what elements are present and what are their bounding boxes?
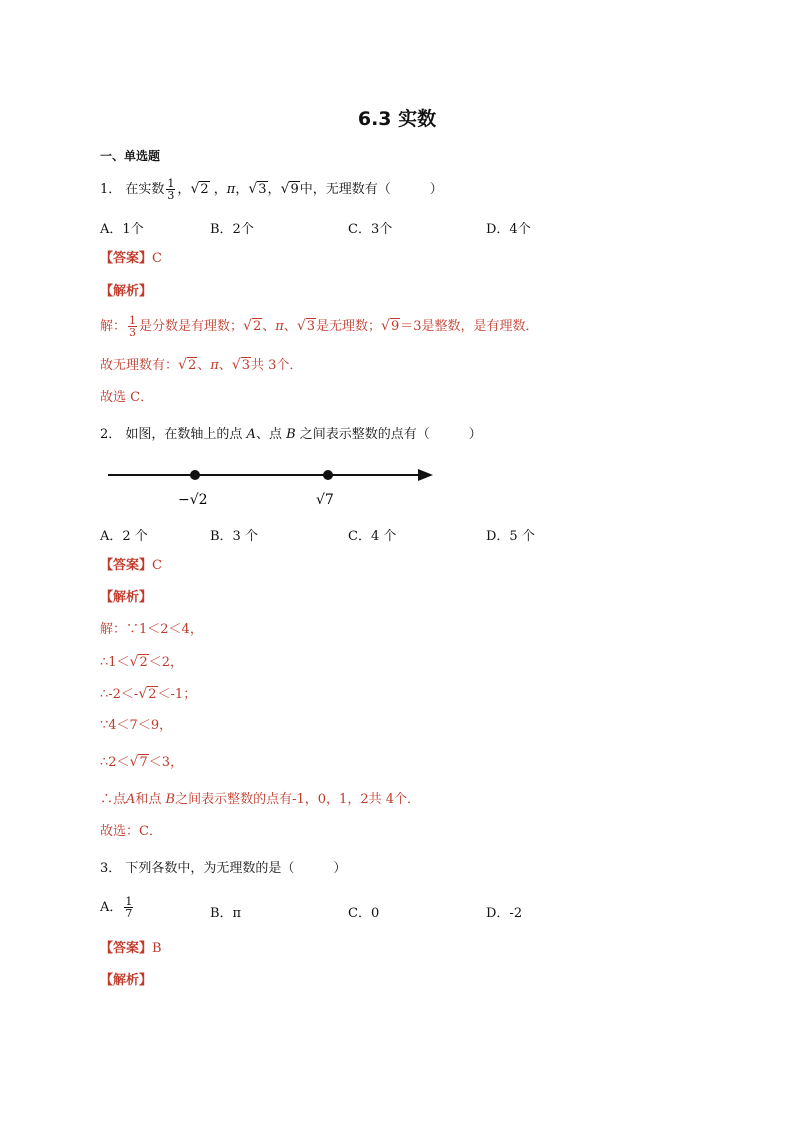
solution-text: 解：: [100, 319, 127, 334]
answer-tag: 【答案】: [100, 251, 153, 266]
point-a-dot: [190, 470, 200, 480]
analysis-tag: 【解析】: [100, 590, 153, 605]
separator: ，: [177, 182, 191, 197]
solution-text: 、: [283, 319, 297, 334]
section-heading: 一、单选题: [100, 149, 161, 163]
option-b: B．π: [210, 906, 242, 921]
solution-text: ＜3，: [148, 755, 184, 770]
sqrt-argument: 9: [290, 182, 299, 197]
solution-text: 是无理数；: [316, 319, 382, 334]
page-title: 6.3 实数: [357, 108, 437, 130]
axis-label-b: √7: [316, 492, 334, 508]
fraction-denominator: 3: [167, 189, 175, 202]
question-number: 2．: [100, 427, 122, 442]
question-number: 3．: [100, 861, 122, 876]
solution-text: ＜-1；: [157, 687, 197, 702]
sqrt-expression: √3: [248, 181, 267, 197]
sqrt-expression: √9: [280, 181, 299, 197]
solution-line: [100, 355, 302, 376]
stem-text: 在实数: [121, 182, 165, 197]
question-2-stem: [100, 425, 482, 445]
solution-text: ∴点: [100, 792, 127, 807]
fraction-numerator: 1: [125, 895, 133, 908]
separator: ，: [267, 182, 281, 197]
solution-text: 和点: [135, 792, 166, 807]
point-label: A: [246, 427, 256, 442]
fraction-numerator: 1: [129, 314, 137, 327]
option-a: A．2 个: [100, 529, 148, 544]
sqrt-expression: √3: [231, 357, 250, 373]
option-b: B．3 个: [210, 529, 258, 544]
solution-line: 解：∵1＜2＜4，: [100, 622, 203, 637]
number-line-figure: [100, 460, 440, 510]
analysis-label: [100, 282, 152, 302]
option-a: A．1个: [100, 222, 144, 237]
pi-symbol: π: [226, 182, 236, 197]
question-number: 1．: [100, 182, 122, 197]
analysis-tag: 【解析】: [100, 973, 153, 988]
sqrt-argument: 7: [139, 755, 148, 770]
solution-text: ∴1＜: [100, 655, 130, 670]
solution-line: 故选 C．: [100, 390, 154, 405]
stem-text: 下列各数中，为无理数的是（ ）: [121, 861, 347, 876]
option-d: D．-2: [486, 906, 523, 921]
answer-tag: 【答案】: [100, 558, 153, 573]
option-c: C．4 个: [348, 529, 397, 544]
solution-text: 、: [218, 358, 232, 373]
sqrt-expression: √2: [243, 318, 262, 334]
solution-line: [100, 315, 539, 338]
analysis-tag: 【解析】: [100, 284, 153, 299]
fraction-denominator: 3: [129, 326, 137, 339]
separator: ，: [209, 182, 227, 197]
solution-text: ＜2，: [148, 655, 184, 670]
fraction: [128, 315, 137, 338]
solution-line: [100, 684, 196, 705]
sqrt-argument: 3: [258, 182, 267, 197]
point-label: B: [165, 792, 176, 807]
solution-text: 之间表示整数的点有-1，0，1，2共 4个．: [175, 792, 420, 807]
option-d: D．5 个: [486, 529, 535, 544]
solution-line: [100, 652, 183, 673]
answer-value: C: [152, 251, 162, 266]
point-label: A: [126, 792, 136, 807]
answer-tag: 【答案】: [100, 941, 153, 956]
solution-text: 故无理数有：: [100, 358, 179, 373]
solution-line: [100, 790, 420, 810]
sqrt-argument: 3: [306, 319, 316, 334]
solution-text: 共 3个．: [251, 358, 303, 373]
sqrt-expression: √7: [129, 754, 148, 770]
pi-symbol: π: [275, 319, 284, 334]
stem-text: 之间表示整数的点有（ ）: [295, 427, 482, 442]
analysis-label: [100, 971, 152, 991]
fraction-denominator: 7: [125, 907, 133, 920]
sqrt-expression: √3: [296, 318, 316, 334]
point-label: B: [286, 427, 296, 442]
separator: ，: [235, 182, 249, 197]
fraction-numerator: 1: [167, 177, 175, 190]
solution-text: 、: [262, 319, 276, 334]
sqrt-expression: √2: [190, 181, 209, 197]
sqrt-argument: 2: [139, 655, 148, 670]
stem-text: 中，无理数有（ ）: [299, 182, 443, 197]
sqrt-expression: √9: [381, 318, 400, 334]
stem-text: 如图，在数轴上的点: [121, 427, 247, 442]
fraction: [124, 896, 133, 919]
option-c: C．0: [348, 906, 380, 921]
analysis-label: [100, 588, 152, 608]
sqrt-argument: 2: [187, 358, 197, 373]
solution-line: 故选：C．: [100, 824, 162, 839]
option-a: [100, 896, 135, 919]
solution-text: ∴2＜: [100, 755, 130, 770]
fraction: [166, 178, 175, 201]
option-b: B．2个: [210, 222, 254, 237]
arrow-head-icon: [418, 469, 433, 481]
sqrt-argument: 9: [390, 319, 400, 334]
solution-line: ∵4＜7＜9，: [100, 718, 173, 733]
answer-line: [100, 556, 162, 576]
sqrt-expression: √2: [178, 357, 197, 373]
sqrt-expression: √2: [129, 654, 148, 670]
option-c: C．3个: [348, 222, 393, 237]
solution-line: [100, 752, 183, 773]
solution-text: 、: [197, 358, 211, 373]
solution-text: ∴-2＜-: [100, 687, 139, 702]
answer-value: B: [152, 941, 162, 956]
sqrt-argument: 2: [200, 182, 209, 197]
answer-line: [100, 249, 162, 269]
answer-value: C: [152, 558, 162, 573]
axis-label-a: −√2: [178, 492, 208, 508]
solution-text: ＝3是整数，是有理数．: [400, 319, 539, 334]
option-d: D．4个: [486, 222, 531, 237]
pi-symbol: π: [210, 358, 219, 373]
solution-text: 是分数是有理数；: [139, 319, 244, 334]
option-label: A．: [100, 900, 123, 915]
stem-text: 、点: [255, 427, 287, 442]
sqrt-argument: 2: [252, 319, 262, 334]
question-1-stem: [100, 178, 443, 201]
sqrt-argument: 2: [148, 687, 157, 702]
answer-line: [100, 939, 162, 959]
sqrt-expression: √2: [138, 686, 157, 702]
sqrt-argument: 3: [241, 358, 250, 373]
question-3-stem: [100, 859, 346, 879]
point-b-dot: [323, 470, 333, 480]
